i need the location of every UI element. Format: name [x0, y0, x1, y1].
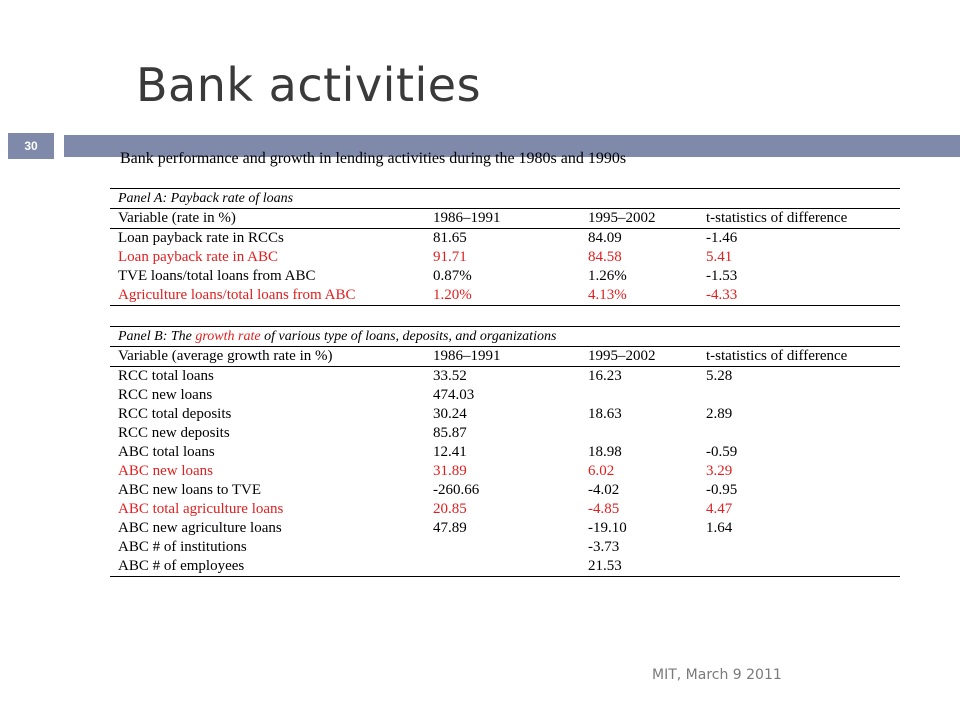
- panel-gap: [110, 306, 900, 326]
- table-row: RCC total loans 33.52 16.23 5.28: [118, 368, 733, 384]
- table-row: RCC total deposits 30.24 18.63 2.89: [118, 406, 733, 422]
- table-row: RCC new deposits 85.87: [118, 425, 467, 441]
- table-row: ABC # of institutions -3.73: [118, 539, 620, 555]
- table-row: ABC new agriculture loans 47.89 -19.10 1.64: [118, 520, 733, 536]
- table-row: ABC total loans 12.41 18.98 -0.59: [118, 444, 738, 460]
- panel-a-header: Variable (rate in %) 1986–1991 1995–2002 t-statistics of difference: [110, 208, 900, 229]
- slide-number: 30: [8, 133, 54, 159]
- panel-b-header: Variable (average growth rate in %) 1986–1991 1995–2002 t-statistics of difference: [110, 346, 900, 367]
- data-table: [110, 188, 900, 577]
- table-row-highlighted: ABC total agriculture loans 20.85 -4.85 4.47: [118, 501, 733, 517]
- table-row-highlighted: ABC new loans 31.89 6.02 3.29: [118, 463, 733, 479]
- slide-title: Bank activities: [136, 58, 482, 112]
- table-row-highlighted: Loan payback rate in ABC 91.71 84.58 5.41: [118, 249, 733, 265]
- slide-footer: MIT, March 9 2011: [652, 667, 782, 683]
- table-title: Bank performance and growth in lending activities during the 1980s and 1990s: [120, 150, 627, 167]
- table-row: Loan payback rate in RCCs 81.65 84.09 -1.46: [118, 230, 738, 246]
- panel-b-title: Panel B: The growth rate of various type of loans, deposits, and organizations: [110, 326, 900, 346]
- table-row: ABC # of employees 21.53: [110, 557, 900, 577]
- table-row-highlighted: Agriculture loans/total loans from ABC 1.20% 4.13% -4.33: [110, 286, 900, 306]
- table-row: TVE loans/total loans from ABC 0.87% 1.26% -1.53: [118, 268, 738, 284]
- table-row: ABC new loans to TVE -260.66 -4.02 -0.95: [118, 482, 738, 498]
- table-row: RCC new loans 474.03: [118, 387, 475, 403]
- panel-a-title: Panel A: Payback rate of loans: [110, 188, 900, 208]
